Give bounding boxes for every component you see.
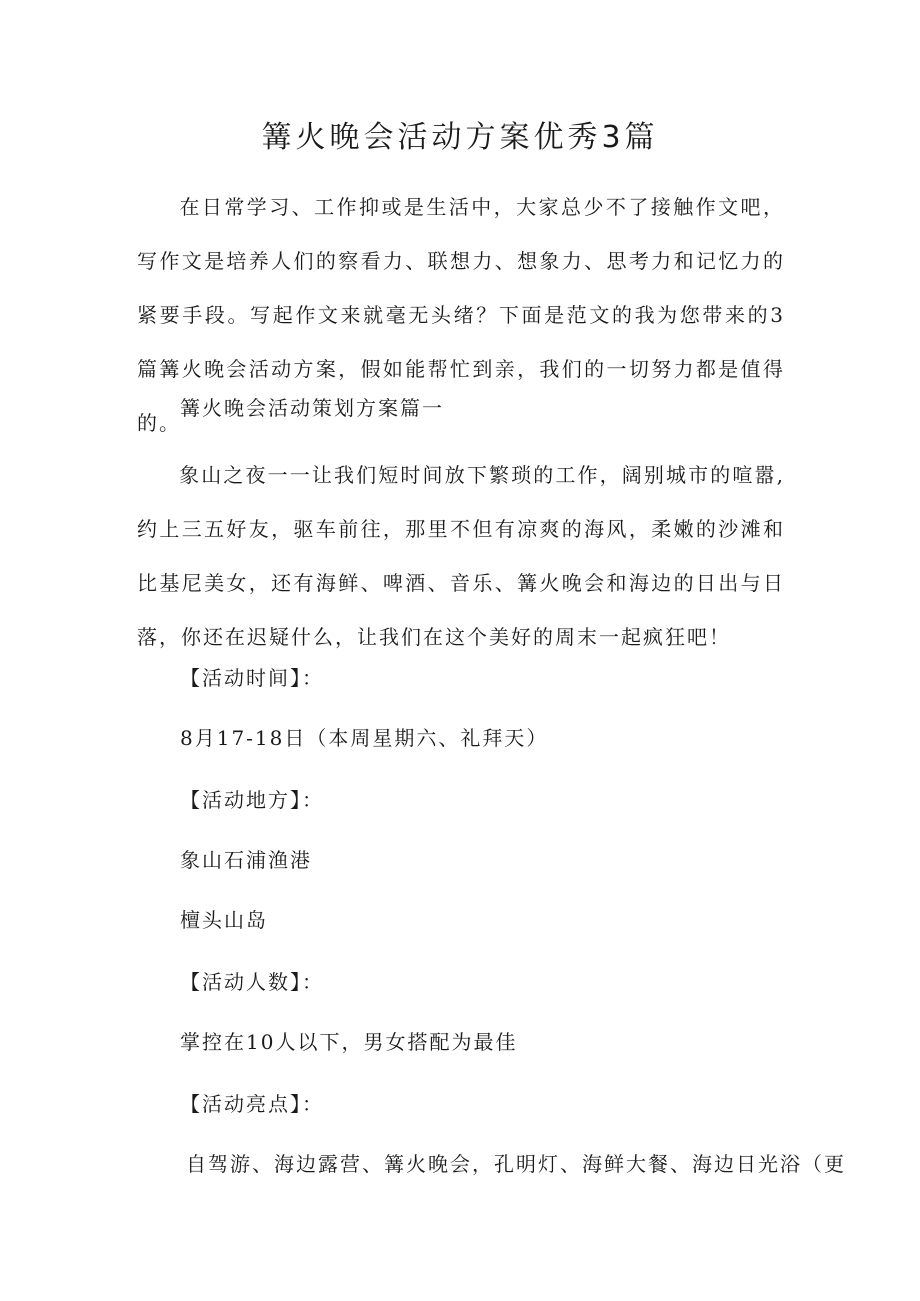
highlight-value: 自驾游、海边露营、篝火晚会，孔明灯、海鲜大餐、海边日光浴（更 <box>186 1152 846 1176</box>
place-label: 【活动地方】： <box>180 788 324 812</box>
people-label: 【活动人数】： <box>180 970 324 994</box>
story-paragraph <box>137 448 785 664</box>
story-text: 象山之夜一一让我们短时间放下繁琐的工作，阔别城市的喧嚣,约上三五好友，驱车前往，那里不但有凉爽的海风，柔嫩的沙滩和比基尼美女，还有海鲜、啤酒、音乐、篝火晚会和海边的日出与日落，你还在迟疑什么，让我们在这个美好的周末一起疯狂吧！ <box>137 463 785 649</box>
place-value-2: 檀头山岛 <box>180 908 268 932</box>
section-heading: 篝火晚会活动策划方案篇一 <box>180 396 444 420</box>
document-title: 篝火晚会活动方案优秀3篇 <box>261 120 659 155</box>
intro-text: 在日常学习、工作抑或是生活中，大家总少不了接触作文吧，写作文是培养人们的察看力、联想力、想象力、思考力和记忆力的紧要手段。写起作文来就毫无头绪？下面是范文的我为您带来的3篇篝火晚会活动方案，假如能帮忙到亲，我们的一切努力都是值得的。 <box>137 195 785 435</box>
time-value: 8月17-18日（本周星期六、礼拜天） <box>180 726 549 750</box>
time-label: 【活动时间】： <box>180 666 324 690</box>
people-value: 掌控在10人以下，男女搭配为最佳 <box>180 1030 518 1054</box>
highlight-label: 【活动亮点】： <box>180 1092 324 1116</box>
place-value-1: 象山石浦渔港 <box>180 848 312 872</box>
